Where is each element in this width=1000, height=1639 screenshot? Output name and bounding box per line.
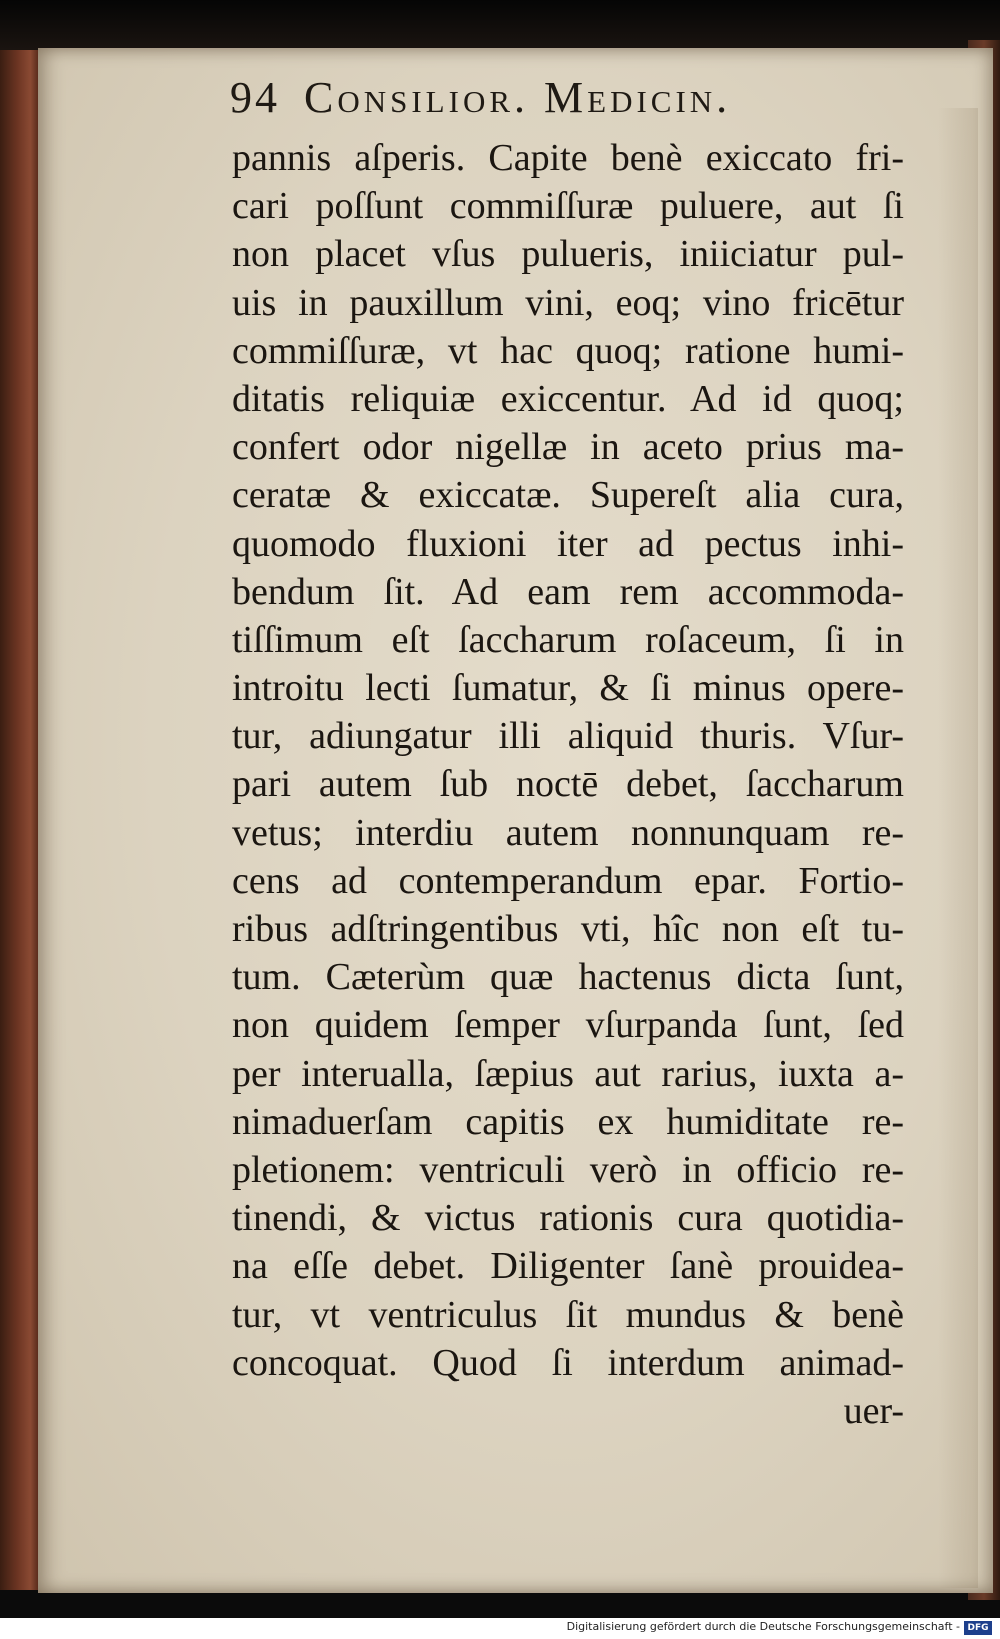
text-line: confert odor nigellæ in aceto prius ma- [232,426,904,469]
catchword: uer- [843,1389,904,1432]
text-line: commiſſuræ, vt hac quoq; ratione humi- [232,329,904,372]
text-line: ditatis reliquiæ exiccentur. Ad id quoq; [232,377,904,420]
book-board-top [0,0,1000,50]
text-line: introitu lecti ſumatur, & ſi minus opere- [232,667,904,710]
text-line: pletionem: ventriculi verò in officio re- [232,1148,904,1191]
footer-credit: Digitalisierung gefördert durch die Deutsche Forschungsgemeinschaft - [566,1620,960,1633]
body-text [232,134,932,1435]
book-edge-left [0,50,38,1590]
text-line: ceratæ & exiccatæ. Supereſt alia cura, [232,474,904,517]
text-line: concoquat. Quod ſi interdum animad- [232,1341,904,1384]
text-line: ribus adſtringentibus vti, hîc non eſt tu- [232,908,904,950]
running-head: Consilior. Medicin. [304,73,732,122]
text-line: tur, adiungatur illi aliquid thuris. Vſur- [232,715,904,758]
text-line: pari autem ſub noctē debet, ſaccharum [232,763,904,806]
text-line: uis in pauxillum vini, eoq; vino fricētur [232,281,904,324]
text-line: vetus; interdiu autem nonnunquam re- [232,811,904,854]
dfg-logo: DFG [964,1621,992,1635]
text-line: per interualla, ſæpius aut rarius, iuxta a- [232,1052,904,1095]
text-line: cens ad contemperandum epar. Fortio- [232,859,904,902]
text-line: na eſſe debet. Diligenter ſanè prouidea- [232,1245,904,1288]
text-line: tum. Cæterùm quæ hactenus dicta ſunt, [232,956,904,999]
page-header [230,72,870,132]
text-line: tiſſimum eſt ſaccharum roſaceum, ſi in [232,618,904,661]
text-line: non quidem ſemper vſurpanda ſunt, ſed [232,1004,904,1047]
text-line: non placet vſus pulueris, iniiciatur pul- [232,233,904,276]
text-line: tinendi, & victus rationis cura quotidia- [232,1197,904,1240]
text-line: bendum ſit. Ad eam rem accommoda- [232,570,904,613]
text-line: tur, vt ventriculus ſit mundus & benè [232,1293,904,1336]
text-line: cari poſſunt commiſſuræ puluere, aut ſi [232,185,904,228]
page-number: 94 [230,73,280,122]
page-stain [938,108,978,1588]
text-line: nimaduerſam capitis ex humiditate re- [232,1100,904,1143]
text-line: pannis aſperis. Capite benè exiccato fri- [232,137,904,179]
text-line: quomodo fluxioni iter ad pectus inhi- [232,522,904,565]
